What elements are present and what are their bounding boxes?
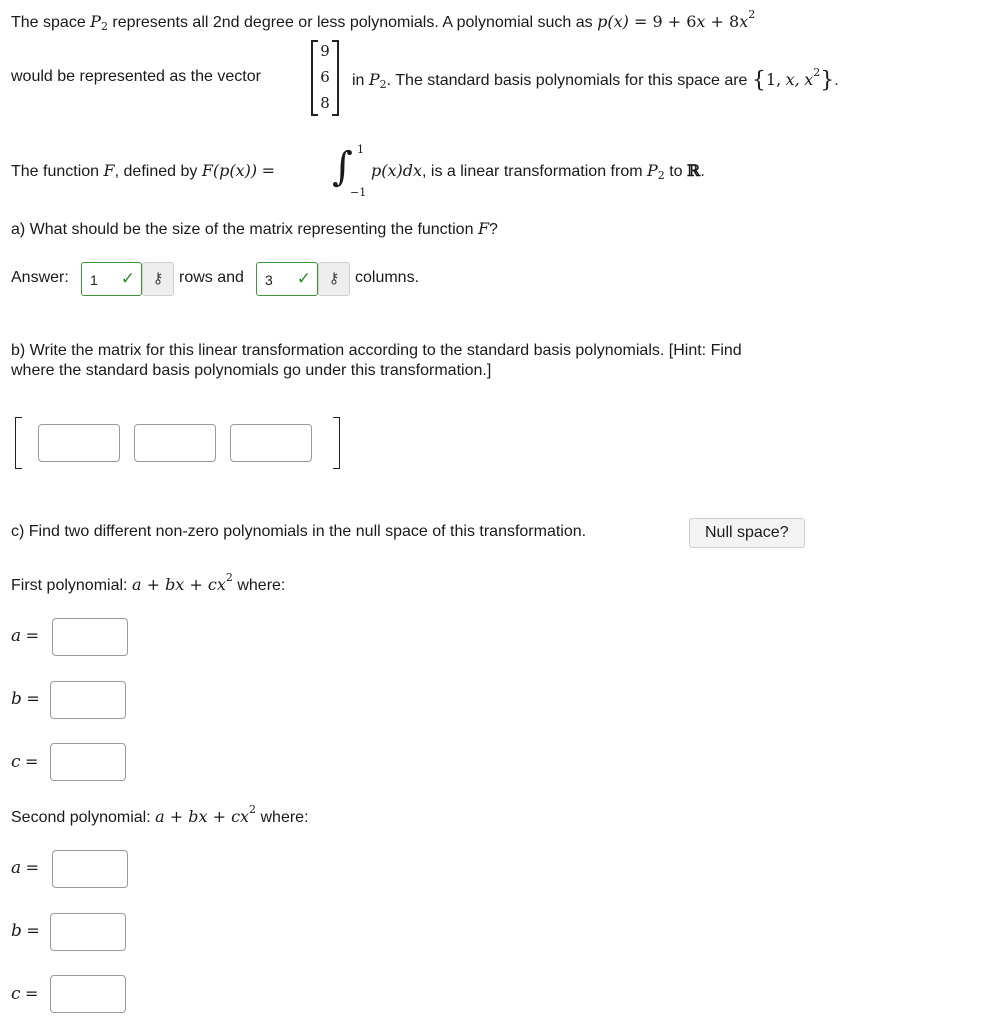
second-b-label: b = bbox=[11, 921, 40, 941]
basis-one: 1, bbox=[765, 70, 782, 89]
space-symbol: $P_2$ bbox=[368, 70, 387, 91]
part-c-question: c) Find two different non-zero polynomials in the null space of this transformation. bbox=[11, 523, 587, 540]
second-a-input[interactable] bbox=[52, 850, 128, 888]
integrand: p(x)dx bbox=[371, 161, 423, 180]
first-polynomial-label bbox=[11, 571, 286, 595]
check-icon: ✓ bbox=[120, 269, 135, 288]
matrix-right-bracket bbox=[333, 417, 340, 469]
check-icon: ✓ bbox=[296, 269, 311, 288]
intro-line-1 bbox=[11, 8, 756, 33]
vector-entry: 9 bbox=[320, 42, 330, 60]
integral-lower-limit: −1 bbox=[350, 186, 367, 199]
where-text: where: bbox=[237, 577, 286, 594]
label-text: Second polynomial: bbox=[11, 809, 151, 826]
space-symbol: $P_2$ bbox=[647, 161, 665, 182]
second-c-label: c = bbox=[11, 984, 39, 1004]
first-a-label: a = bbox=[11, 626, 39, 646]
where-text: where: bbox=[260, 809, 309, 826]
intro-line-2-suffix bbox=[352, 68, 839, 93]
intro-line-2-prefix: would be represented as the vector bbox=[11, 68, 261, 85]
matrix-cell-input[interactable] bbox=[38, 424, 120, 462]
vector-entry: 6 bbox=[320, 68, 330, 86]
second-a-label: a = bbox=[11, 858, 39, 878]
definition-text: to bbox=[669, 163, 683, 180]
definition-line bbox=[11, 161, 275, 181]
question-text: a) What should be the size of the matrix representing the function bbox=[11, 221, 474, 238]
space-symbol: $P_2$ bbox=[90, 12, 108, 33]
null-space-button[interactable]: Null space? bbox=[689, 518, 805, 548]
matrix-cell-input[interactable] bbox=[134, 424, 216, 462]
columns-value: 3 bbox=[265, 272, 273, 288]
matrix-cell-input[interactable] bbox=[230, 424, 312, 462]
columns-label: columns. bbox=[355, 269, 420, 286]
function-application: F(p(x)) bbox=[201, 161, 258, 180]
first-b-input[interactable] bbox=[50, 681, 126, 719]
part-b-question-line-2: where the standard basis polynomials go under this transformation.] bbox=[11, 362, 492, 379]
first-c-input[interactable] bbox=[50, 743, 126, 781]
definition-line-suffix bbox=[371, 161, 705, 181]
function-symbol: F bbox=[103, 161, 115, 180]
reals-symbol: ℝ bbox=[687, 161, 701, 180]
intro-text: in bbox=[352, 72, 365, 89]
label-text: First polynomial: bbox=[11, 577, 128, 594]
definition-text: , defined by bbox=[114, 163, 198, 180]
definition-text: The function bbox=[11, 163, 100, 180]
basis-open-brace: { bbox=[751, 68, 766, 93]
intro-text: The space bbox=[11, 14, 86, 31]
polynomial-form: a + bx + $cx^2$ bbox=[131, 571, 233, 594]
first-c-label: c = bbox=[11, 752, 39, 772]
intro-text: . The standard basis polynomials for this space are bbox=[386, 72, 748, 89]
matrix-left-bracket bbox=[15, 417, 22, 469]
first-a-input[interactable] bbox=[52, 618, 128, 656]
basis-period: . bbox=[834, 72, 839, 89]
part-a-question bbox=[11, 219, 498, 239]
definition-text: . bbox=[700, 163, 705, 180]
key-icon[interactable]: ⚷ bbox=[142, 262, 174, 296]
second-c-input[interactable] bbox=[50, 975, 126, 1013]
equals-sign: = bbox=[261, 161, 276, 180]
key-icon[interactable]: ⚷ bbox=[318, 262, 350, 296]
basis-x: x, bbox=[785, 70, 800, 89]
columns-input[interactable] bbox=[256, 262, 318, 296]
polynomial-form: a + bx + $cx^2$ bbox=[155, 803, 257, 826]
answer-label: Answer: bbox=[11, 269, 69, 286]
rows-label: rows and bbox=[179, 269, 244, 286]
basis-x2: $x^2$ bbox=[804, 66, 821, 89]
integral-upper-limit: 1 bbox=[357, 143, 364, 156]
first-b-label: b = bbox=[11, 689, 40, 709]
second-b-input[interactable] bbox=[50, 913, 126, 951]
vector-entry: 8 bbox=[320, 94, 330, 112]
rows-input[interactable] bbox=[81, 262, 142, 296]
second-polynomial-label bbox=[11, 803, 309, 827]
question-mark: ? bbox=[489, 221, 498, 238]
definition-text: , is a linear transformation from bbox=[422, 163, 643, 180]
intro-text-mid: represents all 2nd degree or less polynomials. A polynomial such as bbox=[112, 14, 593, 31]
coefficient-vector bbox=[305, 36, 345, 120]
rows-value: 1 bbox=[90, 272, 98, 288]
basis-close-brace: } bbox=[820, 68, 835, 93]
function-symbol: F bbox=[477, 219, 490, 238]
integral-sign: ∫ bbox=[332, 144, 353, 190]
example-polynomial: $p(x) = 9 + 6x + 8x^2$ bbox=[597, 8, 756, 31]
part-b-question-line-1: b) Write the matrix for this linear transformation according to the standard basis polynomials. [Hint: Find bbox=[11, 342, 742, 359]
